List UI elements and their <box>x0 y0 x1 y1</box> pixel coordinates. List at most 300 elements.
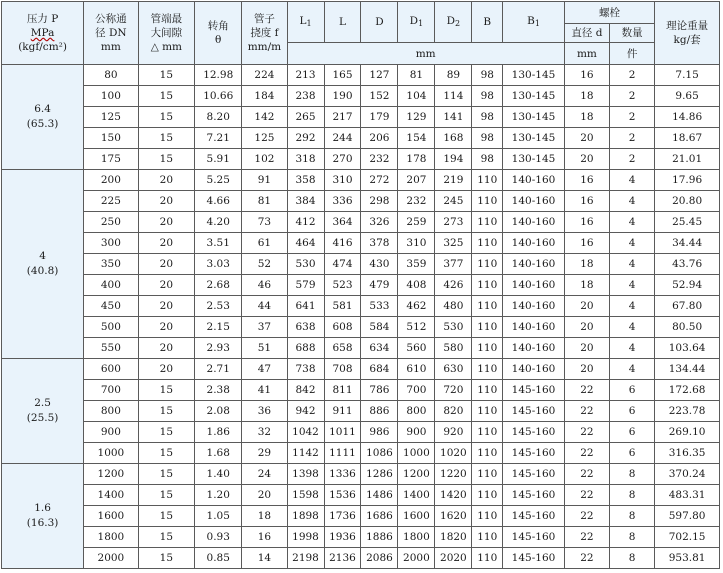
table-cell: 298 <box>361 191 398 212</box>
table-cell: 5.25 <box>195 170 242 191</box>
pressure-kgf: (25.5) <box>26 412 59 424</box>
table-cell: 145-160 <box>503 506 565 527</box>
table-cell: 110 <box>472 506 503 527</box>
table-row <box>2 422 720 443</box>
table-cell: 8 <box>610 485 655 506</box>
table-cell: 20 <box>242 485 287 506</box>
table-cell: 1200 <box>84 464 138 485</box>
table-cell: 20 <box>138 170 194 191</box>
table-cell: 110 <box>472 170 503 191</box>
table-cell: 259 <box>398 212 435 233</box>
table-cell: 89 <box>435 65 472 86</box>
table-cell: 1286 <box>361 464 398 485</box>
table-cell: 175 <box>84 149 138 170</box>
table-cell: 1000 <box>84 443 138 464</box>
table-cell: 464 <box>287 233 324 254</box>
table-cell: 140-160 <box>503 191 565 212</box>
table-row <box>2 170 720 191</box>
table-cell: 154 <box>398 128 435 149</box>
table-cell: 800 <box>398 401 435 422</box>
pressure-mpa: 6.4 <box>34 103 51 115</box>
table-cell: 8 <box>610 548 655 569</box>
table-cell: 886 <box>361 401 398 422</box>
table-cell: 18 <box>564 275 609 296</box>
table-cell: 479 <box>361 275 398 296</box>
specification-table <box>1 1 720 569</box>
table-cell: 533 <box>361 296 398 317</box>
table-cell: 2.71 <box>195 359 242 380</box>
table-cell: 4 <box>610 254 655 275</box>
table-cell: 73 <box>242 212 287 233</box>
table-cell: 110 <box>472 422 503 443</box>
table-body <box>2 65 720 569</box>
table-cell: 8 <box>610 506 655 527</box>
table-cell: 530 <box>287 254 324 275</box>
table-cell: 1686 <box>361 506 398 527</box>
table-cell: 232 <box>398 191 435 212</box>
table-cell: 4 <box>610 212 655 233</box>
table-cell: 292 <box>287 128 324 149</box>
header-pressure: 压力 P MPa (kgf/cm²) <box>2 2 84 65</box>
table-cell: 580 <box>435 338 472 359</box>
table-cell: 2 <box>610 65 655 86</box>
table-cell: 1.40 <box>195 464 242 485</box>
table-cell: 2.93 <box>195 338 242 359</box>
table-cell: 408 <box>398 275 435 296</box>
table-cell: 911 <box>324 401 361 422</box>
pressure-group-cell <box>2 65 84 170</box>
table-cell: 2198 <box>287 548 324 569</box>
table-cell: 600 <box>84 359 138 380</box>
table-cell: 384 <box>287 191 324 212</box>
table-cell: 2 <box>610 149 655 170</box>
table-cell: 44 <box>242 296 287 317</box>
table-cell: 110 <box>472 191 503 212</box>
table-cell: 610 <box>398 359 435 380</box>
table-cell: 110 <box>472 380 503 401</box>
table-cell: 1620 <box>435 506 472 527</box>
header-bolt-quantity: 数量 <box>610 24 655 43</box>
table-cell: 412 <box>287 212 324 233</box>
table-cell: 140-160 <box>503 170 565 191</box>
table-cell: 370.24 <box>655 464 720 485</box>
table-cell: 18.67 <box>655 128 720 149</box>
table-cell: 110 <box>472 359 503 380</box>
table-cell: 462 <box>398 296 435 317</box>
table-cell: 17.96 <box>655 170 720 191</box>
table-cell: 98 <box>472 65 503 86</box>
table-cell: 318 <box>287 149 324 170</box>
table-cell: 269.10 <box>655 422 720 443</box>
table-cell: 36 <box>242 401 287 422</box>
table-cell: 24 <box>242 464 287 485</box>
table-cell: 16 <box>564 212 609 233</box>
table-cell: 8.20 <box>195 107 242 128</box>
table-cell: 200 <box>84 170 138 191</box>
table-cell: 223.78 <box>655 401 720 422</box>
table-cell: 20.80 <box>655 191 720 212</box>
table-cell: 450 <box>84 296 138 317</box>
table-cell: 1398 <box>287 464 324 485</box>
table-cell: 273 <box>435 212 472 233</box>
table-cell: 634 <box>361 338 398 359</box>
table-row <box>2 65 720 86</box>
table-cell: 2.53 <box>195 296 242 317</box>
table-cell: 9.65 <box>655 86 720 107</box>
table-cell: 184 <box>242 86 287 107</box>
table-cell: 430 <box>361 254 398 275</box>
header-b: B <box>472 2 503 43</box>
table-cell: 2.08 <box>195 401 242 422</box>
table-cell: 364 <box>324 212 361 233</box>
table-cell: 1111 <box>324 443 361 464</box>
table-cell: 820 <box>435 401 472 422</box>
table-cell: 474 <box>324 254 361 275</box>
table-cell: 130-145 <box>503 107 565 128</box>
table-cell: 145-160 <box>503 443 565 464</box>
table-cell: 46 <box>242 275 287 296</box>
table-cell: 523 <box>324 275 361 296</box>
table-row <box>2 296 720 317</box>
table-cell: 20 <box>138 254 194 275</box>
table-cell: 8 <box>610 527 655 548</box>
table-cell: 98 <box>472 149 503 170</box>
table-cell: 842 <box>287 380 324 401</box>
table-cell: 80 <box>84 65 138 86</box>
table-cell: 22 <box>564 401 609 422</box>
table-cell: 6 <box>610 422 655 443</box>
table-cell: 15 <box>138 128 194 149</box>
header-l1: $L_1$ <box>287 2 324 43</box>
table-cell: 20 <box>138 275 194 296</box>
table-cell: 110 <box>472 233 503 254</box>
table-cell: 102 <box>242 149 287 170</box>
table-cell: 98 <box>472 128 503 149</box>
table-cell: 110 <box>472 443 503 464</box>
table-cell: 15 <box>138 443 194 464</box>
table-cell: 1000 <box>398 443 435 464</box>
table-cell: 300 <box>84 233 138 254</box>
table-cell: 900 <box>84 422 138 443</box>
table-cell: 20 <box>564 149 609 170</box>
table-row <box>2 149 720 170</box>
table-row <box>2 380 720 401</box>
table-cell: 688 <box>287 338 324 359</box>
table-cell: 110 <box>472 296 503 317</box>
table-cell: 20 <box>138 212 194 233</box>
table-cell: 1042 <box>287 422 324 443</box>
table-cell: 1486 <box>361 485 398 506</box>
table-cell: 15 <box>138 86 194 107</box>
table-cell: 22 <box>564 485 609 506</box>
table-cell: 377 <box>435 254 472 275</box>
table-cell: 140-160 <box>503 233 565 254</box>
table-cell: 597.80 <box>655 506 720 527</box>
table-cell: 141 <box>435 107 472 128</box>
table-cell: 1011 <box>324 422 361 443</box>
table-cell: 2136 <box>324 548 361 569</box>
table-cell: 7.15 <box>655 65 720 86</box>
table-cell: 1898 <box>287 506 324 527</box>
table-cell: 15 <box>138 65 194 86</box>
table-cell: 4.20 <box>195 212 242 233</box>
table-cell: 165 <box>324 65 361 86</box>
table-cell: 3.03 <box>195 254 242 275</box>
table-cell: 4 <box>610 275 655 296</box>
table-cell: 110 <box>472 254 503 275</box>
table-cell: 129 <box>398 107 435 128</box>
table-cell: 125 <box>84 107 138 128</box>
table-cell: 2.38 <box>195 380 242 401</box>
table-cell: 584 <box>361 317 398 338</box>
table-cell: 359 <box>398 254 435 275</box>
table-cell: 22 <box>564 527 609 548</box>
table-cell: 953.81 <box>655 548 720 569</box>
table-cell: 238 <box>287 86 324 107</box>
table-cell: 608 <box>324 317 361 338</box>
table-cell: 6 <box>610 380 655 401</box>
table-cell: 179 <box>361 107 398 128</box>
table-cell: 245 <box>435 191 472 212</box>
table-cell: 41 <box>242 380 287 401</box>
table-cell: 325 <box>435 233 472 254</box>
table-cell: 16 <box>564 191 609 212</box>
table-cell: 1.86 <box>195 422 242 443</box>
table-cell: 20 <box>564 128 609 149</box>
table-cell: 2086 <box>361 548 398 569</box>
table-cell: 47 <box>242 359 287 380</box>
table-cell: 145-160 <box>503 380 565 401</box>
pressure-mpa: 4 <box>39 250 46 262</box>
table-cell: 14.86 <box>655 107 720 128</box>
table-cell: 702.15 <box>655 527 720 548</box>
table-cell: 1336 <box>324 464 361 485</box>
header-theoretical-weight: 理论重量 kg/套 <box>655 2 720 65</box>
table-cell: 1600 <box>398 506 435 527</box>
table-cell: 110 <box>472 212 503 233</box>
table-cell: 2 <box>610 107 655 128</box>
table-cell: 1020 <box>435 443 472 464</box>
table-cell: 1200 <box>398 464 435 485</box>
table-cell: 104 <box>398 86 435 107</box>
table-cell: 720 <box>435 380 472 401</box>
table-cell: 81 <box>242 191 287 212</box>
table-cell: 140-160 <box>503 254 565 275</box>
table-cell: 172.68 <box>655 380 720 401</box>
header-nominal-diameter: 公称通 径 DN mm <box>84 2 138 65</box>
table-cell: 206 <box>361 128 398 149</box>
table-cell: 310 <box>324 170 361 191</box>
table-cell: 61 <box>242 233 287 254</box>
table-cell: 1736 <box>324 506 361 527</box>
table-cell: 272 <box>361 170 398 191</box>
table-cell: 708 <box>324 359 361 380</box>
table-cell: 786 <box>361 380 398 401</box>
table-row <box>2 254 720 275</box>
table-cell: 43.76 <box>655 254 720 275</box>
table-cell: 2.15 <box>195 317 242 338</box>
table-cell: 15 <box>138 527 194 548</box>
table-cell: 213 <box>287 65 324 86</box>
table-cell: 900 <box>398 422 435 443</box>
table-cell: 15 <box>138 422 194 443</box>
table-cell: 25.45 <box>655 212 720 233</box>
table-cell: 811 <box>324 380 361 401</box>
table-cell: 150 <box>84 128 138 149</box>
table-cell: 579 <box>287 275 324 296</box>
table-cell: 15 <box>138 401 194 422</box>
table-cell: 1820 <box>435 527 472 548</box>
table-cell: 2 <box>610 86 655 107</box>
table-cell: 20 <box>138 338 194 359</box>
table-cell: 217 <box>324 107 361 128</box>
table-cell: 80.50 <box>655 317 720 338</box>
table-cell: 800 <box>84 401 138 422</box>
table-cell: 560 <box>398 338 435 359</box>
table-row <box>2 443 720 464</box>
table-cell: 15 <box>138 548 194 569</box>
table-cell: 219 <box>435 170 472 191</box>
table-cell: 110 <box>472 548 503 569</box>
table-cell: 316.35 <box>655 443 720 464</box>
table-cell: 630 <box>435 359 472 380</box>
table-row <box>2 401 720 422</box>
table-row <box>2 464 720 485</box>
table-cell: 15 <box>138 107 194 128</box>
table-row <box>2 233 720 254</box>
table-cell: 103.64 <box>655 338 720 359</box>
table-cell: 2.68 <box>195 275 242 296</box>
table-cell: 1220 <box>435 464 472 485</box>
table-cell: 18 <box>564 86 609 107</box>
table-cell: 22 <box>564 422 609 443</box>
table-cell: 18 <box>564 107 609 128</box>
table-cell: 986 <box>361 422 398 443</box>
table-cell: 152 <box>361 86 398 107</box>
table-cell: 130-145 <box>503 128 565 149</box>
table-row <box>2 128 720 149</box>
table-row <box>2 359 720 380</box>
table-row <box>2 506 720 527</box>
table-cell: 29 <box>242 443 287 464</box>
table-cell: 20 <box>138 191 194 212</box>
table-cell: 270 <box>324 149 361 170</box>
table-cell: 658 <box>324 338 361 359</box>
table-cell: 91 <box>242 170 287 191</box>
table-cell: 51 <box>242 338 287 359</box>
table-cell: 0.85 <box>195 548 242 569</box>
table-cell: 207 <box>398 170 435 191</box>
table-cell: 6 <box>610 443 655 464</box>
table-cell: 738 <box>287 359 324 380</box>
table-cell: 700 <box>398 380 435 401</box>
table-cell: 67.80 <box>655 296 720 317</box>
table-row <box>2 548 720 569</box>
table-cell: 15 <box>138 506 194 527</box>
table-cell: 20 <box>564 296 609 317</box>
table-cell: 110 <box>472 464 503 485</box>
table-cell: 500 <box>84 317 138 338</box>
table-cell: 5.91 <box>195 149 242 170</box>
table-cell: 400 <box>84 275 138 296</box>
pressure-kgf: (65.3) <box>26 118 59 130</box>
table-cell: 326 <box>361 212 398 233</box>
table-cell: 15 <box>138 485 194 506</box>
pressure-kgf: (16.3) <box>26 517 59 529</box>
table-row <box>2 527 720 548</box>
table-cell: 81 <box>398 65 435 86</box>
table-cell: 232 <box>361 149 398 170</box>
table-cell: 110 <box>472 527 503 548</box>
table-cell: 20 <box>564 317 609 338</box>
table-cell: 15 <box>138 464 194 485</box>
table-cell: 20 <box>564 338 609 359</box>
table-cell: 942 <box>287 401 324 422</box>
table-cell: 16 <box>242 527 287 548</box>
table-cell: 98 <box>472 86 503 107</box>
table-cell: 22 <box>564 506 609 527</box>
table-cell: 20 <box>564 359 609 380</box>
table-cell: 16 <box>564 65 609 86</box>
table-cell: 1886 <box>361 527 398 548</box>
table-cell: 15 <box>138 380 194 401</box>
table-cell: 480 <box>435 296 472 317</box>
header-bolt-diameter-unit: mm <box>564 43 609 65</box>
table-cell: 145-160 <box>503 401 565 422</box>
table-cell: 145-160 <box>503 464 565 485</box>
table-cell: 3.51 <box>195 233 242 254</box>
header-d1: $D_1$ <box>398 2 435 43</box>
table-cell: 512 <box>398 317 435 338</box>
table-cell: 1400 <box>398 485 435 506</box>
table-cell: 1800 <box>84 527 138 548</box>
table-cell: 14 <box>242 548 287 569</box>
table-cell: 21.01 <box>655 149 720 170</box>
table-cell: 178 <box>398 149 435 170</box>
table-cell: 225 <box>84 191 138 212</box>
table-cell: 52 <box>242 254 287 275</box>
table-cell: 1600 <box>84 506 138 527</box>
header-max-gap: 管端最 大间隙 △ mm <box>138 2 194 65</box>
table-cell: 32 <box>242 422 287 443</box>
table-cell: 168 <box>435 128 472 149</box>
table-cell: 130-145 <box>503 86 565 107</box>
table-row <box>2 107 720 128</box>
table-cell: 550 <box>84 338 138 359</box>
table-cell: 638 <box>287 317 324 338</box>
table-cell: 1.05 <box>195 506 242 527</box>
table-cell: 336 <box>324 191 361 212</box>
table-cell: 110 <box>472 317 503 338</box>
table-cell: 22 <box>564 380 609 401</box>
table-cell: 920 <box>435 422 472 443</box>
table-cell: 10.66 <box>195 86 242 107</box>
table-cell: 1086 <box>361 443 398 464</box>
table-cell: 483.31 <box>655 485 720 506</box>
table-cell: 1400 <box>84 485 138 506</box>
table-cell: 145-160 <box>503 422 565 443</box>
header-bolt-diameter: 直径 d <box>564 24 609 43</box>
table-cell: 16 <box>564 170 609 191</box>
table-cell: 194 <box>435 149 472 170</box>
table-cell: 20 <box>138 317 194 338</box>
table-cell: 1.20 <box>195 485 242 506</box>
table-cell: 700 <box>84 380 138 401</box>
table-row <box>2 317 720 338</box>
table-cell: 1.68 <box>195 443 242 464</box>
table-row <box>2 86 720 107</box>
table-cell: 8 <box>610 464 655 485</box>
